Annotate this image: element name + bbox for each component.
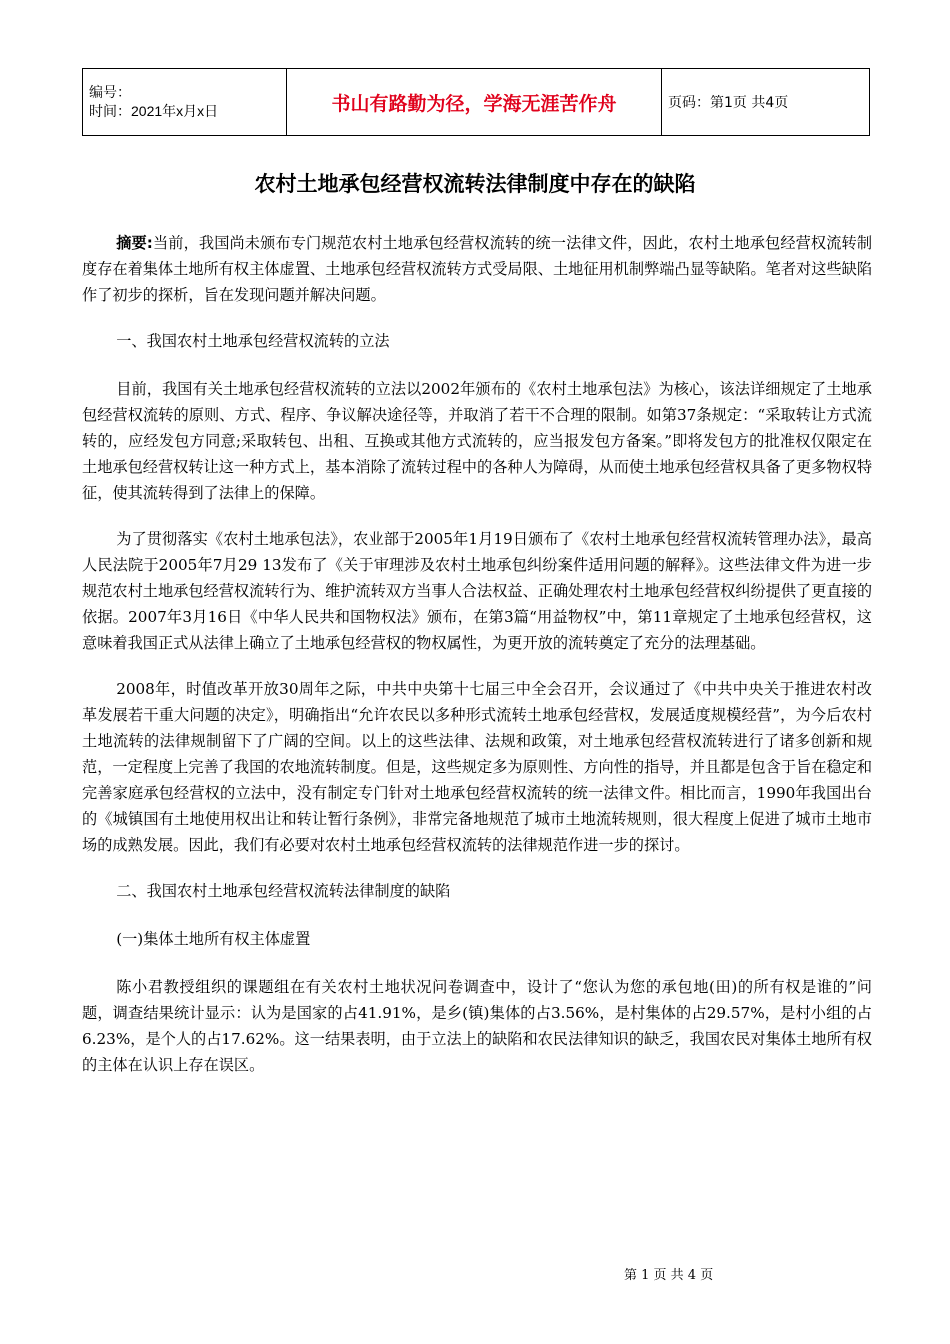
document-title: 农村土地承包经营权流转法律制度中存在的缺陷 [254, 172, 696, 196]
section-heading-2: 二、我国农村土地承包经营权流转法律制度的缺陷 [116, 882, 451, 900]
section-heading-1: 一、我国农村土地承包经营权流转的立法 [116, 332, 390, 350]
subsection-heading-1: (一)集体土地所有权主体虚置 [116, 930, 311, 948]
header-page-label: 页码：第1页 共4页 [662, 69, 870, 136]
abstract-text: 当前，我国尚未颁布专门规范农村土地承包经营权流转的统一法律文件，因此，农村土地承包经营权流转制度存在着集体土地所有权主体虚置、土地承包经营权流转方式受局限、土地征用机制弊端凸显等缺陷。笔者对这些缺陷作了初步的探析，旨在发现问题并解决问题。 [82, 234, 873, 304]
body-paragraph: 2008年，时值改革开放30周年之际，中共中央第十七届三中全会召开，会议通过了《中共中央关于推进农村改革发展若干重大问题的决定》，明确指出“允许农民以多种形式流转土地承包经营权，发展适度规模经营”，为今后农村土地流转的法律规制留下了广阔的空间。以上的这些法律、法规和政策，对土地承包经营权流转进行了诸多创新和规范，一定程度上完善了我国的农地流转制度。但是，这些规定多为原则性、方向性的指导，并且都是包含于旨在稳定和完善家庭承包经营权的立法中，没有制定专门针对土地承包经营权流转的统一法律文件。相比而言，1990年我国出台的《城镇国有土地使用权出让和转让暂行条例》，非常完备地规范了城市土地流转规则，很大程度上促进了城市土地市场的成熟发展。因此，我们有必要对农村土地承包经营权流转的法律规范作进一步的探讨。 [82, 680, 872, 854]
header-meta-cell [83, 69, 287, 136]
body-paragraph: 陈小君教授组织的课题组在有关农村土地状况问卷调查中，设计了“您认为您的承包地(田)的所有权是谁的”问题，调查结果统计显示：认为是国家的占41.91%，是乡(镇)集体的占3.56%，是村集体的占29.57%，是村小组的占6.23%，是个人的占17.62%。这一结果表明，由于立法上的缺陷和农民法律知识的缺乏，我国农民对集体土地所有权的主体在认识上存在误区。 [82, 978, 872, 1074]
document-body [82, 230, 872, 1098]
abstract-paragraph [82, 230, 872, 308]
header-motto: 书山有路勤为径，学海无涯苦作舟 [287, 69, 662, 136]
body-paragraph: 目前，我国有关土地承包经营权流转的立法以2002年颁布的《农村土地承包法》为核心，该法详细规定了土地承包经营权流转的原则、方式、程序、争议解决途径等，并取消了若干不合理的限制。如第37条规定：“采取转让方式流转的，应经发包方同意;采取转包、出租、互换或其他方式流转的，应当报发包方备案。”即将发包方的批准权仅限定在土地承包经营权转让这一种方式上，基本消除了流转过程中的各种人为障碍，从而使土地承包经营权具备了更多物权特征，使其流转得到了法律上的保障。 [82, 380, 872, 502]
body-paragraph: 为了贯彻落实《农村土地承包法》，农业部于2005年1月19日颁布了《农村土地承包经营权流转管理办法》，最高人民法院于2005年7月29 13发布了《关于审理涉及农村土地承包纠纷案件适用问题的解释》。这些法律文件为进一步规范农村土地承包经营权流转行为、维护流转双方当事人合法权益、正确处理农村土地承包经营权纠纷提供了更直接的依据。2007年3月16日《中华人民共和国物权法》颁布，在第3篇“用益物权”中，第11章规定了土地承包经营权，这意味着我国正式从法律上确立了土地承包经营权的物权属性，为更开放的流转奠定了充分的法理基础。 [82, 530, 872, 652]
document-number-label: 编号： [89, 84, 131, 100]
page-footer: 第 1 页 共 4 页 [624, 1268, 714, 1283]
document-time-label: 时间：2021年x月x日 [89, 103, 219, 119]
abstract-label: 摘要: [116, 234, 153, 252]
document-header [82, 68, 870, 136]
